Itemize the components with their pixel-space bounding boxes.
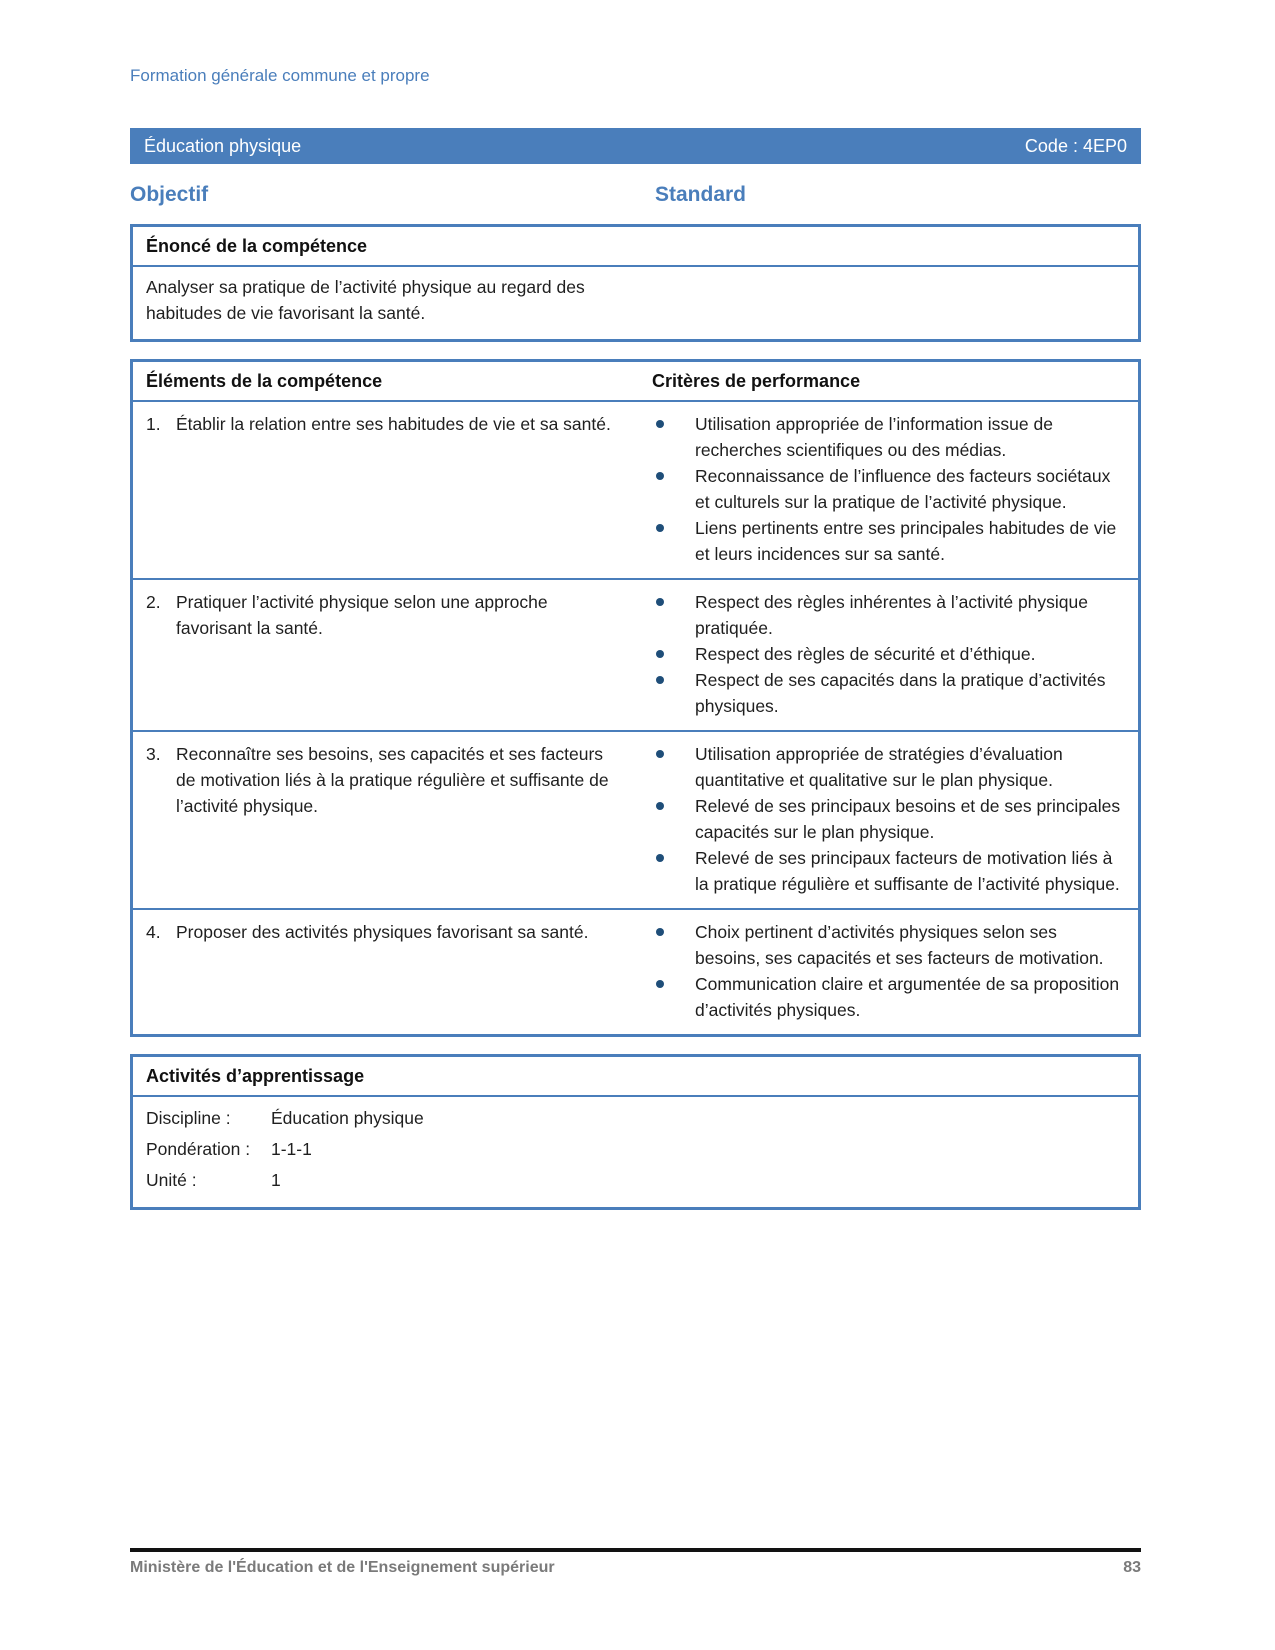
criteria-item: Liens pertinents entre ses principales habitudes de vie et leurs incidences sur sa santé. <box>639 515 1125 567</box>
bullet-icon <box>656 750 664 758</box>
criteria-cell <box>639 732 1138 908</box>
footer-page-number: 83 <box>1123 1559 1141 1576</box>
col-header-elements: Éléments de la compétence <box>146 371 383 391</box>
footer-ministry: Ministère de l'Éducation et de l'Enseignement supérieur <box>130 1559 555 1576</box>
criteria-item: Choix pertinent d’activités physiques selon ses besoins, ses capacités et ses facteurs de motivation. <box>639 919 1125 971</box>
competence-statement: Analyser sa pratique de l’activité physique au regard des habitudes de vie favorisant la santé. <box>146 277 585 323</box>
heading-standard: Standard <box>655 183 747 206</box>
table-row <box>133 732 1138 910</box>
criteria-item: Reconnaissance de l’influence des facteurs sociétaux et culturels sur la pratique de l’activité physique. <box>639 463 1125 515</box>
table-row <box>133 910 1138 1034</box>
criteria-item: Communication claire et argumentée de sa proposition d’activités physiques. <box>639 971 1125 1023</box>
bullet-icon <box>656 854 664 862</box>
activities-value: 1 <box>271 1170 281 1190</box>
activities-value: 1-1-1 <box>271 1139 312 1159</box>
table-row <box>133 580 1138 732</box>
page-content <box>130 0 1141 1210</box>
criteria-item: Respect de ses capacités dans la pratique d’activités physiques. <box>639 667 1125 719</box>
page-footer <box>130 1548 1141 1577</box>
heading-objectif: Objectif <box>130 183 209 206</box>
bullet-icon <box>656 980 664 988</box>
element-number: 2. <box>146 592 161 612</box>
activities-row <box>133 1103 1138 1134</box>
col-header-criteres: Critères de performance <box>652 371 861 391</box>
competence-table <box>130 224 1141 342</box>
bullet-icon <box>656 650 664 658</box>
bullet-icon <box>656 598 664 606</box>
criteria-cell <box>639 910 1138 1034</box>
element-cell <box>133 402 639 578</box>
bullet-icon <box>656 676 664 684</box>
activities-body <box>133 1097 1138 1207</box>
element-cell <box>133 732 639 908</box>
criteria-item: Respect des règles inhérentes à l’activité physique pratiquée. <box>639 589 1125 641</box>
activities-label: Pondération : <box>146 1139 251 1159</box>
element-text: Établir la relation entre ses habitudes de vie et sa santé. <box>176 414 611 434</box>
activities-label: Unité : <box>146 1170 197 1190</box>
activities-row <box>133 1134 1138 1165</box>
bullet-icon <box>656 524 664 532</box>
course-title: Éducation physique <box>144 135 302 156</box>
criteria-cell <box>639 580 1138 730</box>
element-number: 4. <box>146 922 161 942</box>
criteria-item: Utilisation appropriée de l’information issue de recherches scientifiques ou des médias. <box>639 411 1125 463</box>
criteria-item: Utilisation appropriée de stratégies d’évaluation quantitative et qualitative sur le plan physique. <box>639 741 1125 793</box>
element-text: Pratiquer l’activité physique selon une approche favorisant la santé. <box>176 592 548 638</box>
criteria-item: Relevé de ses principaux besoins et de ses principales capacités sur le plan physique. <box>639 793 1125 845</box>
table-header-row <box>133 362 1138 402</box>
criteria-cell <box>639 402 1138 578</box>
table-row <box>133 402 1138 580</box>
element-number: 1. <box>146 414 161 434</box>
criteria-item: Relevé de ses principaux facteurs de motivation liés à la pratique régulière et suffisante de l’activité physique. <box>639 845 1125 897</box>
activities-value: Éducation physique <box>271 1108 424 1128</box>
competence-header: Énoncé de la compétence <box>133 227 1138 267</box>
elements-criteria-table <box>130 359 1141 1037</box>
section-headings <box>130 183 1141 207</box>
activities-row <box>133 1165 1138 1196</box>
bullet-icon <box>656 802 664 810</box>
element-cell <box>133 580 639 730</box>
course-code: Code : 4EP0 <box>1024 135 1127 156</box>
course-title-bar <box>130 128 1141 164</box>
element-text: Reconnaître ses besoins, ses capacités et ses facteurs de motivation liés à la pratique régulière et suffisante de l’activité physique. <box>176 744 609 816</box>
bullet-icon <box>656 928 664 936</box>
breadcrumb: Formation générale commune et propre <box>130 66 430 85</box>
bullet-icon <box>656 420 664 428</box>
activities-table <box>130 1054 1141 1210</box>
bullet-icon <box>656 472 664 480</box>
activities-header: Activités d’apprentissage <box>133 1057 1138 1097</box>
element-cell <box>133 910 639 1034</box>
activities-label: Discipline : <box>146 1108 231 1128</box>
element-number: 3. <box>146 744 161 764</box>
element-text: Proposer des activités physiques favorisant sa santé. <box>176 922 589 942</box>
criteria-item: Respect des règles de sécurité et d’éthique. <box>639 641 1125 667</box>
